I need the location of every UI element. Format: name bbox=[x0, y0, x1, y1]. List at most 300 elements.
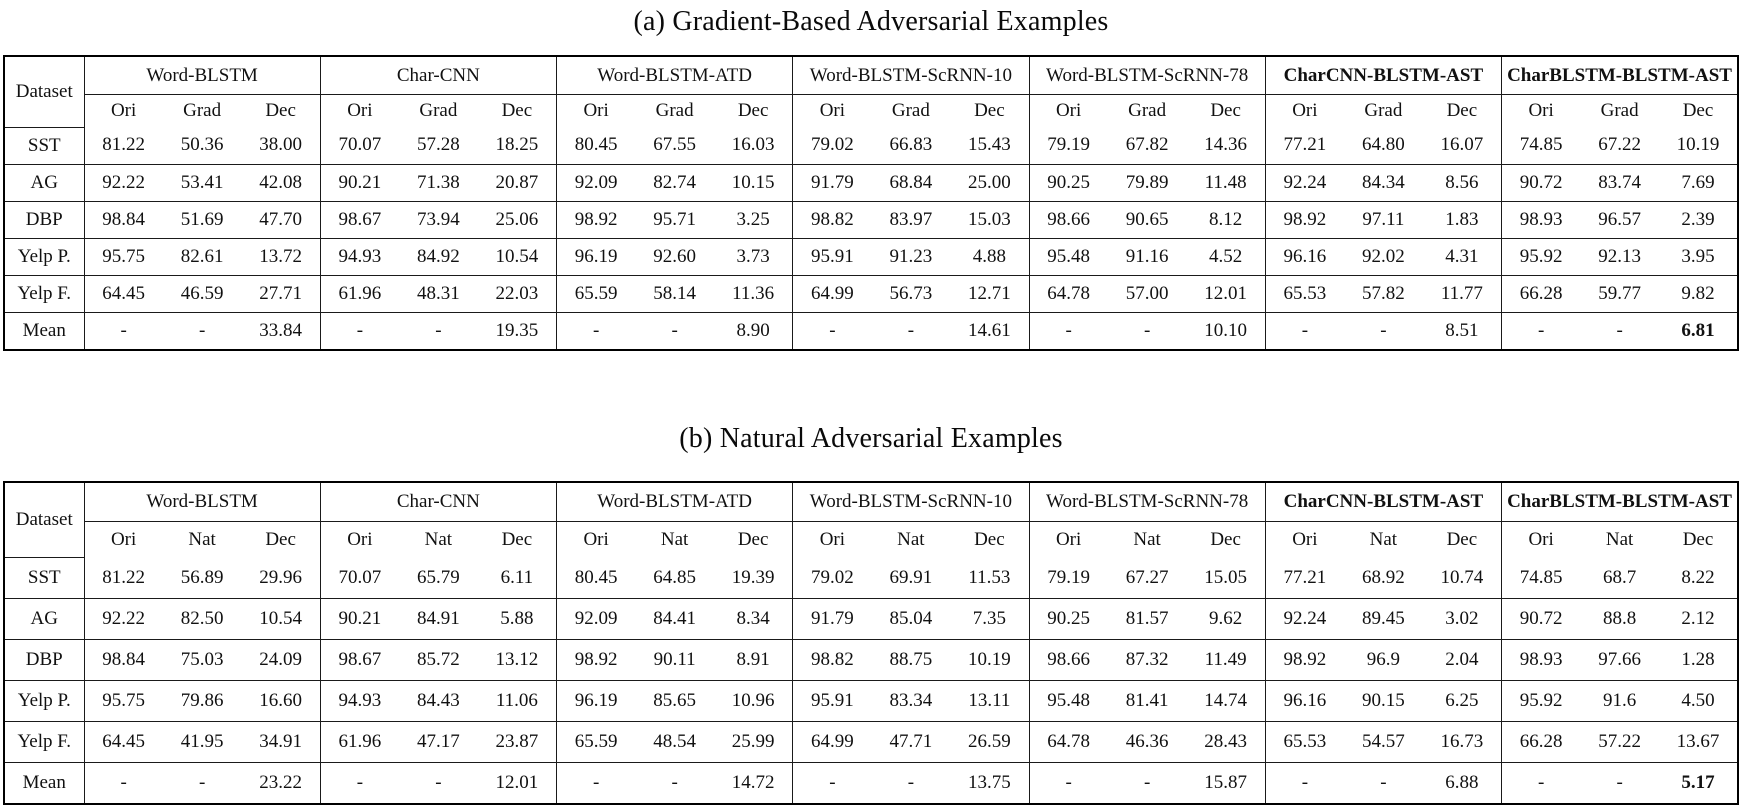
value-cell: - bbox=[1265, 312, 1344, 350]
metric-header: Dec bbox=[737, 528, 769, 550]
table-row bbox=[4, 275, 1738, 312]
value-cell: 11.53 bbox=[950, 558, 1029, 599]
value-cell: - bbox=[320, 763, 399, 805]
value-cell: 98.82 bbox=[793, 201, 872, 238]
value-cell: 66.28 bbox=[1502, 722, 1581, 763]
metric-header: Grad bbox=[1364, 100, 1403, 121]
value-cell: - bbox=[198, 772, 206, 793]
value-cell: 67.27 bbox=[1108, 558, 1187, 599]
metric-header: Ori bbox=[1265, 521, 1344, 558]
value-cell: 79.19 bbox=[1029, 558, 1108, 599]
value-cell: - bbox=[1029, 312, 1108, 350]
value-cell: 64.45 bbox=[84, 722, 163, 763]
value-cell: 12.01 bbox=[1187, 275, 1266, 312]
dataset-row-label: DBP bbox=[4, 640, 84, 681]
value-cell: 41.95 bbox=[163, 722, 242, 763]
value-cell: 95.48 bbox=[1029, 681, 1108, 722]
value-cell: 82.61 bbox=[163, 238, 242, 275]
value-cell: 10.74 bbox=[1423, 558, 1502, 599]
value-cell: 77.21 bbox=[1265, 127, 1344, 164]
value-cell: 2.39 bbox=[1659, 201, 1738, 238]
value-cell: 80.45 bbox=[557, 558, 636, 599]
value-cell: 25.99 bbox=[714, 722, 793, 763]
value-cell: 65.79 bbox=[399, 558, 478, 599]
model-group-header: Word-BLSTM-ScRNN-78 bbox=[1029, 56, 1265, 95]
model-group-header: Word-BLSTM-ScRNN-10 bbox=[793, 482, 1029, 522]
value-cell: 83.34 bbox=[872, 681, 951, 722]
value-cell: 95.92 bbox=[1502, 238, 1581, 275]
metric-header: Nat bbox=[1605, 528, 1634, 550]
value-cell: 57.82 bbox=[1344, 275, 1423, 312]
model-group-header: CharCNN-BLSTM-AST bbox=[1265, 482, 1501, 522]
value-cell: 9.82 bbox=[1659, 275, 1738, 312]
value-cell: 54.57 bbox=[1344, 722, 1423, 763]
value-cell: 6.11 bbox=[478, 558, 557, 599]
value-cell: 5.88 bbox=[478, 599, 557, 640]
metric-header: Nat bbox=[897, 528, 925, 550]
value-cell: 16.03 bbox=[714, 127, 793, 164]
value-cell: 13.12 bbox=[478, 640, 557, 681]
value-cell: 22.03 bbox=[478, 275, 557, 312]
value-cell: 79.89 bbox=[1108, 164, 1187, 201]
metric-header-row bbox=[4, 521, 1738, 558]
model-group-header: Word-BLSTM-ATD bbox=[557, 482, 793, 522]
value-cell: 90.25 bbox=[1029, 599, 1108, 640]
value-cell: 64.85 bbox=[635, 558, 714, 599]
value-cell: 80.45 bbox=[557, 127, 636, 164]
value-cell: 87.32 bbox=[1108, 640, 1187, 681]
value-cell: 65.53 bbox=[1265, 722, 1344, 763]
value-cell: 47.70 bbox=[242, 201, 321, 238]
value-cell: 68.7 bbox=[1580, 558, 1659, 599]
value-cell: 97.66 bbox=[1580, 640, 1659, 681]
value-cell: 90.65 bbox=[1108, 201, 1187, 238]
table-row bbox=[4, 763, 1738, 805]
value-cell: 74.85 bbox=[1502, 558, 1581, 599]
value-cell: 7.69 bbox=[1659, 164, 1738, 201]
value-cell: 10.54 bbox=[242, 599, 321, 640]
value-cell: 47.17 bbox=[399, 722, 478, 763]
value-cell: 64.99 bbox=[793, 722, 872, 763]
value-cell: 91.16 bbox=[1108, 238, 1187, 275]
table-b-results bbox=[3, 481, 1739, 805]
value-cell: 46.59 bbox=[163, 275, 242, 312]
value-cell: 84.41 bbox=[635, 599, 714, 640]
table-row bbox=[4, 164, 1738, 201]
value-cell: 10.96 bbox=[714, 681, 793, 722]
value-cell: 98.66 bbox=[1029, 201, 1108, 238]
metric-header: Dec bbox=[501, 528, 533, 550]
value-cell: - bbox=[1265, 763, 1344, 805]
value-cell: 10.54 bbox=[478, 238, 557, 275]
value-cell: 14.74 bbox=[1187, 681, 1266, 722]
value-cell: 27.71 bbox=[242, 275, 321, 312]
value-cell: 50.36 bbox=[163, 127, 242, 164]
value-cell: 33.84 bbox=[259, 319, 302, 341]
table-row bbox=[4, 312, 1738, 350]
value-cell: - bbox=[1143, 319, 1151, 341]
value-cell: 85.72 bbox=[399, 640, 478, 681]
value-cell: 65.59 bbox=[557, 275, 636, 312]
value-cell: 84.91 bbox=[399, 599, 478, 640]
metric-header: Grad bbox=[891, 100, 930, 121]
value-cell: 19.35 bbox=[495, 319, 539, 341]
metric-header: Nat bbox=[660, 528, 689, 550]
value-cell: 6.81 bbox=[1681, 319, 1715, 341]
value-cell: 65.59 bbox=[557, 722, 636, 763]
value-cell: 2.04 bbox=[1423, 640, 1502, 681]
value-cell: 66.28 bbox=[1502, 275, 1581, 312]
metric-header: Ori bbox=[557, 95, 636, 128]
dataset-row-label: Yelp P. bbox=[4, 238, 84, 275]
value-cell: 10.19 bbox=[1659, 127, 1738, 164]
value-cell: 1.28 bbox=[1659, 640, 1738, 681]
value-cell: - bbox=[1502, 312, 1581, 350]
value-cell: 67.55 bbox=[635, 127, 714, 164]
value-cell: 81.57 bbox=[1108, 599, 1187, 640]
model-group-header: Word-BLSTM bbox=[84, 56, 320, 95]
value-cell: 96.57 bbox=[1580, 201, 1659, 238]
metric-header: Ori bbox=[1502, 521, 1581, 558]
value-cell: 7.35 bbox=[950, 599, 1029, 640]
value-cell: 57.28 bbox=[399, 127, 478, 164]
value-cell: 3.02 bbox=[1423, 599, 1502, 640]
metric-header: Dec bbox=[974, 100, 1005, 121]
value-cell: 96.16 bbox=[1265, 238, 1344, 275]
value-cell: 83.74 bbox=[1580, 164, 1659, 201]
value-cell: 92.24 bbox=[1265, 599, 1344, 640]
value-cell: 79.86 bbox=[163, 681, 242, 722]
value-cell: 3.73 bbox=[714, 238, 793, 275]
value-cell: 67.82 bbox=[1108, 127, 1187, 164]
table-a-caption: (a) Gradient-Based Adversarial Examples bbox=[633, 6, 1109, 37]
value-cell: 68.92 bbox=[1344, 558, 1423, 599]
value-cell: 20.87 bbox=[478, 164, 557, 201]
value-cell: 95.91 bbox=[793, 681, 872, 722]
metric-header: Dec bbox=[974, 528, 1005, 550]
value-cell: 95.92 bbox=[1502, 681, 1581, 722]
value-cell: 98.67 bbox=[320, 640, 399, 681]
value-cell: 79.19 bbox=[1029, 127, 1108, 164]
value-cell: - bbox=[435, 319, 442, 341]
dataset-header: Dataset bbox=[4, 56, 84, 127]
value-cell: 15.05 bbox=[1187, 558, 1266, 599]
value-cell: 14.36 bbox=[1187, 127, 1266, 164]
value-cell: 57.22 bbox=[1580, 722, 1659, 763]
value-cell: 91.79 bbox=[793, 599, 872, 640]
value-cell: 8.34 bbox=[714, 599, 793, 640]
value-cell: 67.22 bbox=[1580, 127, 1659, 164]
value-cell: 58.14 bbox=[635, 275, 714, 312]
metric-header: Grad bbox=[419, 100, 458, 121]
value-cell: 13.11 bbox=[950, 681, 1029, 722]
metric-header: Grad bbox=[183, 100, 222, 121]
value-cell: 90.72 bbox=[1502, 164, 1581, 201]
metric-header: Nat bbox=[1133, 528, 1161, 550]
table-row bbox=[4, 201, 1738, 238]
value-cell: 13.72 bbox=[242, 238, 321, 275]
value-cell: 13.75 bbox=[968, 772, 1011, 793]
model-header-row bbox=[4, 482, 1738, 522]
value-cell: 70.07 bbox=[320, 127, 399, 164]
metric-header: Ori bbox=[1265, 95, 1344, 128]
metric-header: Ori bbox=[84, 95, 163, 128]
value-cell: 8.56 bbox=[1423, 164, 1502, 201]
value-cell: 11.06 bbox=[478, 681, 557, 722]
value-cell: 90.11 bbox=[635, 640, 714, 681]
value-cell: 92.22 bbox=[84, 599, 163, 640]
value-cell: 92.22 bbox=[84, 164, 163, 201]
value-cell: 92.13 bbox=[1580, 238, 1659, 275]
table-b-section bbox=[0, 351, 1742, 805]
metric-header: Dec bbox=[1210, 528, 1241, 550]
value-cell: 85.04 bbox=[872, 599, 951, 640]
value-cell: 42.08 bbox=[242, 164, 321, 201]
value-cell: 4.88 bbox=[950, 238, 1029, 275]
metric-header: Ori bbox=[1029, 95, 1108, 128]
value-cell: 16.73 bbox=[1423, 722, 1502, 763]
value-cell: 10.19 bbox=[950, 640, 1029, 681]
value-cell: 95.75 bbox=[84, 681, 163, 722]
value-cell: 91.23 bbox=[872, 238, 951, 275]
value-cell: 95.91 bbox=[793, 238, 872, 275]
value-cell: 25.00 bbox=[950, 164, 1029, 201]
value-cell: 18.25 bbox=[478, 127, 557, 164]
metric-header: Nat bbox=[188, 528, 216, 550]
value-cell: 23.22 bbox=[259, 772, 302, 793]
table-row bbox=[4, 127, 1738, 164]
dataset-row-label: Mean bbox=[22, 319, 66, 341]
value-cell: 95.71 bbox=[635, 201, 714, 238]
value-cell: 28.43 bbox=[1187, 722, 1266, 763]
model-group-header: CharBLSTM-BLSTM-AST bbox=[1502, 482, 1739, 522]
value-cell: - bbox=[435, 772, 442, 793]
value-cell: 83.97 bbox=[872, 201, 951, 238]
value-cell: 64.99 bbox=[793, 275, 872, 312]
metric-header: Nat bbox=[424, 528, 453, 550]
value-cell: - bbox=[1502, 763, 1581, 805]
model-group-header: Word-BLSTM-ScRNN-10 bbox=[793, 56, 1029, 95]
value-cell: - bbox=[1380, 772, 1387, 793]
metric-header: Ori bbox=[84, 521, 163, 558]
table-row bbox=[4, 558, 1738, 599]
dataset-row-label: SST bbox=[4, 127, 84, 164]
value-cell: 25.06 bbox=[478, 201, 557, 238]
model-group-header: Char-CNN bbox=[320, 482, 556, 522]
value-cell: 13.67 bbox=[1659, 722, 1738, 763]
table-row bbox=[4, 681, 1738, 722]
value-cell: 64.78 bbox=[1029, 722, 1108, 763]
value-cell: 8.91 bbox=[714, 640, 793, 681]
value-cell: 14.72 bbox=[731, 772, 775, 793]
value-cell: 11.49 bbox=[1187, 640, 1266, 681]
value-cell: 92.24 bbox=[1265, 164, 1344, 201]
value-cell: 8.51 bbox=[1445, 319, 1479, 341]
value-cell: 84.92 bbox=[399, 238, 478, 275]
value-cell: 6.25 bbox=[1423, 681, 1502, 722]
table-b-caption: (b) Natural Adversarial Examples bbox=[679, 422, 1063, 454]
value-cell: 98.82 bbox=[793, 640, 872, 681]
metric-header: Ori bbox=[1502, 95, 1581, 128]
value-cell: 90.21 bbox=[320, 164, 399, 201]
value-cell: 90.15 bbox=[1344, 681, 1423, 722]
value-cell: 10.10 bbox=[1204, 319, 1247, 341]
value-cell: 96.19 bbox=[557, 681, 636, 722]
value-cell: 74.85 bbox=[1502, 127, 1581, 164]
value-cell: 11.77 bbox=[1423, 275, 1502, 312]
metric-header: Nat bbox=[1369, 528, 1398, 550]
value-cell: 91.6 bbox=[1580, 681, 1659, 722]
value-cell: 84.43 bbox=[399, 681, 478, 722]
dataset-row-label: SST bbox=[4, 558, 84, 599]
value-cell: 85.65 bbox=[635, 681, 714, 722]
value-cell: 97.11 bbox=[1344, 201, 1423, 238]
value-cell: 98.93 bbox=[1502, 201, 1581, 238]
metric-header: Dec bbox=[1210, 100, 1241, 121]
table-a-results bbox=[3, 55, 1739, 351]
value-cell: 92.60 bbox=[635, 238, 714, 275]
table-row bbox=[4, 722, 1738, 763]
value-cell: 68.84 bbox=[872, 164, 951, 201]
table-a-section bbox=[0, 0, 1742, 351]
value-cell: 79.02 bbox=[793, 127, 872, 164]
value-cell: 8.90 bbox=[736, 319, 770, 341]
metric-header: Dec bbox=[501, 100, 533, 121]
value-cell: 15.43 bbox=[950, 127, 1029, 164]
value-cell: 70.07 bbox=[320, 558, 399, 599]
value-cell: - bbox=[793, 312, 872, 350]
value-cell: 11.48 bbox=[1187, 164, 1266, 201]
value-cell: 82.74 bbox=[635, 164, 714, 201]
value-cell: 61.96 bbox=[320, 275, 399, 312]
value-cell: 16.07 bbox=[1423, 127, 1502, 164]
value-cell: 94.93 bbox=[320, 238, 399, 275]
value-cell: 19.39 bbox=[714, 558, 793, 599]
value-cell: 90.25 bbox=[1029, 164, 1108, 201]
value-cell: 46.36 bbox=[1108, 722, 1187, 763]
value-cell: - bbox=[1616, 319, 1623, 341]
value-cell: 64.80 bbox=[1344, 127, 1423, 164]
model-group-header: CharBLSTM-BLSTM-AST bbox=[1502, 56, 1739, 95]
value-cell: 24.09 bbox=[242, 640, 321, 681]
model-group-header: Word-BLSTM bbox=[84, 482, 320, 522]
value-cell: 71.38 bbox=[399, 164, 478, 201]
value-cell: 95.48 bbox=[1029, 238, 1108, 275]
value-cell: 90.21 bbox=[320, 599, 399, 640]
value-cell: 8.22 bbox=[1659, 558, 1738, 599]
value-cell: - bbox=[84, 312, 163, 350]
value-cell: - bbox=[557, 763, 636, 805]
value-cell: 92.09 bbox=[557, 164, 636, 201]
metric-header: Ori bbox=[320, 95, 399, 128]
value-cell: 92.02 bbox=[1344, 238, 1423, 275]
value-cell: 11.36 bbox=[714, 275, 793, 312]
value-cell: - bbox=[1029, 763, 1108, 805]
value-cell: 61.96 bbox=[320, 722, 399, 763]
value-cell: 12.71 bbox=[950, 275, 1029, 312]
metric-header: Dec bbox=[265, 100, 296, 121]
value-cell: 9.62 bbox=[1187, 599, 1266, 640]
value-cell: 47.71 bbox=[872, 722, 951, 763]
value-cell: 48.31 bbox=[399, 275, 478, 312]
metric-header: Grad bbox=[655, 100, 694, 121]
model-group-header: Word-BLSTM-ScRNN-78 bbox=[1029, 482, 1265, 522]
value-cell: - bbox=[671, 772, 678, 793]
value-cell: 98.92 bbox=[1265, 640, 1344, 681]
value-cell: - bbox=[1616, 772, 1623, 793]
dataset-row-label: Yelp F. bbox=[4, 722, 84, 763]
value-cell: 1.83 bbox=[1423, 201, 1502, 238]
value-cell: 16.60 bbox=[242, 681, 321, 722]
value-cell: - bbox=[671, 319, 678, 341]
metric-header: Dec bbox=[1446, 528, 1478, 550]
dataset-row-label: Yelp F. bbox=[4, 275, 84, 312]
value-cell: 51.69 bbox=[163, 201, 242, 238]
dataset-row-label: AG bbox=[4, 164, 84, 201]
value-cell: - bbox=[198, 319, 206, 341]
metric-header: Ori bbox=[557, 521, 636, 558]
value-cell: 64.78 bbox=[1029, 275, 1108, 312]
value-cell: 4.31 bbox=[1423, 238, 1502, 275]
value-cell: 65.53 bbox=[1265, 275, 1344, 312]
value-cell: 56.73 bbox=[872, 275, 951, 312]
value-cell: 75.03 bbox=[163, 640, 242, 681]
value-cell: - bbox=[793, 763, 872, 805]
value-cell: 12.01 bbox=[495, 772, 539, 793]
value-cell: 81.22 bbox=[84, 558, 163, 599]
value-cell: 57.00 bbox=[1108, 275, 1187, 312]
metric-header: Grad bbox=[1600, 100, 1639, 121]
model-header-row bbox=[4, 56, 1738, 95]
value-cell: 56.89 bbox=[163, 558, 242, 599]
model-group-header: CharCNN-BLSTM-AST bbox=[1265, 56, 1501, 95]
value-cell: 98.84 bbox=[84, 201, 163, 238]
value-cell: - bbox=[1143, 772, 1151, 793]
value-cell: 38.00 bbox=[242, 127, 321, 164]
metric-header: Grad bbox=[1128, 100, 1167, 121]
metric-header: Dec bbox=[737, 100, 769, 121]
value-cell: 5.17 bbox=[1681, 772, 1715, 793]
value-cell: - bbox=[320, 312, 399, 350]
metric-header-row bbox=[4, 95, 1738, 128]
value-cell: 96.19 bbox=[557, 238, 636, 275]
value-cell: - bbox=[557, 312, 636, 350]
metric-header: Dec bbox=[1446, 100, 1478, 121]
value-cell: 4.52 bbox=[1187, 238, 1266, 275]
value-cell: 29.96 bbox=[242, 558, 321, 599]
metric-header: Ori bbox=[793, 95, 872, 128]
value-cell: 59.77 bbox=[1580, 275, 1659, 312]
value-cell: 10.15 bbox=[714, 164, 793, 201]
value-cell: - bbox=[84, 763, 163, 805]
value-cell: 48.54 bbox=[635, 722, 714, 763]
dataset-row-label: Mean bbox=[22, 772, 66, 793]
model-group-header: Word-BLSTM-ATD bbox=[557, 56, 793, 95]
value-cell: 81.22 bbox=[84, 127, 163, 164]
value-cell: 64.45 bbox=[84, 275, 163, 312]
dataset-row-label: Yelp P. bbox=[4, 681, 84, 722]
value-cell: 84.34 bbox=[1344, 164, 1423, 201]
metric-header: Ori bbox=[320, 521, 399, 558]
value-cell: 3.25 bbox=[714, 201, 793, 238]
value-cell: 15.87 bbox=[1204, 772, 1247, 793]
value-cell: 81.41 bbox=[1108, 681, 1187, 722]
value-cell: 98.92 bbox=[557, 640, 636, 681]
value-cell: 2.12 bbox=[1659, 599, 1738, 640]
value-cell: 26.59 bbox=[950, 722, 1029, 763]
value-cell: - bbox=[1380, 319, 1387, 341]
value-cell: 79.02 bbox=[793, 558, 872, 599]
